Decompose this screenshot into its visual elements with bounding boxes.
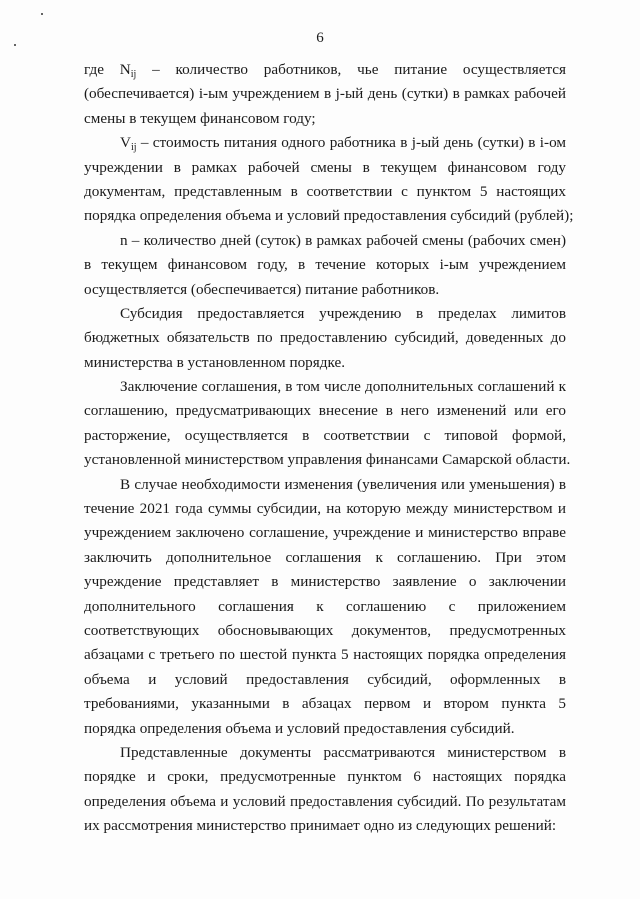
paragraph-line: где $N_{ij}$ – количество работников, чье питание осуществляется [84,61,566,80]
scan-speck [41,13,43,15]
paragraph-line: дополнительного соглашения к соглашению с приложением [84,597,566,615]
paragraph-line: В случае необходимости изменения (увеличения или уменьшения) в [120,475,566,493]
paragraph-line: порядке и сроки, предусмотренные пунктом 6 настоящих порядка [84,768,566,786]
paragraph-line: документам, представленным в соответствии с пунктом 5 настоящих [84,182,566,200]
paragraph-line: объема и условий предоставления субсидий, оформленных в [84,670,566,688]
paragraph-line: учреждении в рамках рабочей смены в текущем финансовом году [84,158,566,176]
paragraph-line: (обеспечивается) i-ым учреждением в j-ый день (сутки) в рамках рабочей [84,85,566,103]
document-body [84,58,574,839]
paragraph-line: порядка определения объема и условий предоставления субсидий (рублей); [84,207,574,225]
paragraph-line: осуществляется (обеспечивается) питание работников. [84,280,440,298]
paragraph-line: соответствующих обосновывающих документов, предусмотренных [84,621,566,639]
paragraph-line: установленной министерством управления финансами Самарской области. [84,451,571,469]
paragraph-line: в текущем финансовом году, в течение которых i-ым учреждением [84,256,566,274]
paragraph-line: Субсидия предоставляется учреждению в пределах лимитов [120,304,566,322]
paragraph-line: учреждение представляет в министерство заявление о заключении [84,573,566,591]
paragraph-line: Представленные документы рассматриваются министерством в [120,743,566,761]
paragraph-line: смены в текущем финансовом году; [84,109,316,127]
paragraph-line: требованиями, указанными в абзацах первом и втором пункта 5 [84,695,566,713]
paragraph-line: их рассмотрения министерство принимает одно из следующих решений: [84,817,557,835]
paragraph-line: расторжение, осуществляется в соответствии с типовой формой, [84,426,566,444]
paragraph-line: абзацами с третьего по шестой пункта 5 настоящих порядка определения [84,646,566,664]
paragraph-line: порядка определения объема и условий предоставления субсидий. [84,719,515,737]
paragraph-line: заключить дополнительное соглашения к соглашению. При этом [84,548,566,566]
paragraph-line: определения объема и условий предоставления субсидий. По результатам [84,792,566,810]
paragraph-line: бюджетных обязательств по предоставлению субсидий, доведенных до [84,329,566,347]
paragraph-line: министерства в установленном порядке. [84,353,346,371]
paragraph-line: учреждением заключено соглашение, учреждение и министерство вправе [84,524,566,542]
paragraph-line: Заключение соглашения, в том числе дополнительных соглашений к [120,378,566,396]
paragraph-line: течение 2021 года суммы субсидии, на которую между министерством и [84,500,566,518]
paragraph-line: n – количество дней (суток) в рамках рабочей смены (рабочих смен) [120,231,566,249]
page-number: 6 [316,30,324,46]
paragraph-line: $V_{ij}$ – стоимость питания одного работника в j-ый день (сутки) в i-ом [120,134,566,154]
paragraph-line: соглашению, предусматривающих внесение в него изменений или его [84,402,566,420]
